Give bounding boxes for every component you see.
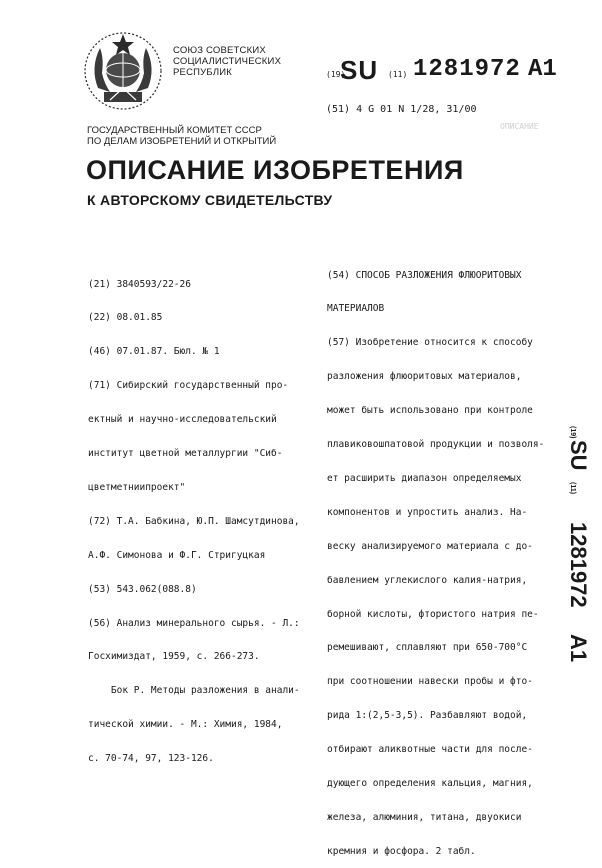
abstract-line: отбирают аликвотные части для после-: [327, 744, 533, 756]
document-title: ОПИСАНИЕ ИЗОБРЕТЕНИЯ: [86, 155, 464, 185]
biblio-line: с. 70-74, 97, 123-126.: [88, 753, 214, 765]
country-org-name: [173, 45, 281, 78]
biblio-line: (46) 07.01.87. Бюл. № 1: [88, 346, 220, 358]
committee-line: ГОСУДАРСТВЕННЫЙ КОМИТЕТ СССР: [87, 125, 262, 136]
bibliographic-data: [88, 256, 320, 776]
org-line: РЕСПУБЛИК: [173, 67, 233, 78]
abstract-line: дующего определения кальция, магния,: [327, 777, 533, 789]
abstract-line: при соотношении навески пробы и фто-: [327, 676, 533, 688]
biblio-line: (21) 3840593/22-26: [88, 278, 191, 290]
biblio-line: А.Ф. Симонова и Ф.Г. Стригуцкая: [88, 549, 266, 561]
committee-name: [87, 125, 276, 147]
committee-line: ПО ДЕЛАМ ИЗОБРЕТЕНИЙ И ОТКРЫТИЙ: [87, 136, 277, 147]
biblio-line: (22) 08.01.85: [88, 312, 163, 324]
biblio-line: (71) Сибирский государственный про-: [88, 380, 289, 392]
abstract-line: (54) СПОСОБ РАЗЛОЖЕНИЯ ФЛЮОРИТОВЫХ: [327, 269, 522, 281]
ussr-emblem-icon: [80, 28, 166, 114]
abstract-line: железа, алюминия, титана, двуокиси: [327, 811, 522, 823]
abstract-line: плавиковошпатовой продукции и позволя-: [327, 439, 545, 451]
org-line: СОЦИАЛИСТИЧЕСКИХ: [173, 56, 282, 67]
vertical-country: SU: [566, 440, 591, 471]
biblio-line: (53) 543.062(088.8): [88, 583, 197, 595]
inid-code-11: (11): [388, 70, 408, 79]
patent-number: 1281972: [413, 56, 521, 83]
vertical-kind: A1: [566, 634, 591, 663]
vertical-code-11: (11): [569, 482, 576, 495]
patent-kind: A1: [528, 56, 557, 83]
abstract-line: веску анализируемого материала с до-: [327, 540, 533, 552]
biblio-line: Госхимиздат, 1959, с. 266-273.: [88, 651, 260, 663]
biblio-line: (56) Анализ минерального сырья. - Л.:: [88, 617, 300, 629]
faint-stamp: ОПИСАНИЕ: [500, 122, 539, 131]
document-subtitle: К АВТОРСКОМУ СВИДЕТЕЛЬСТВУ: [87, 192, 333, 208]
vertical-patent-id: [553, 424, 593, 674]
abstract: [327, 247, 557, 868]
abstract-line: борной кислоты, фтористого натрия пе-: [327, 608, 539, 620]
abstract-line: бавлением углекислого калия-натрия,: [327, 574, 528, 586]
ipc-classification: (51) 4 G 01 N 1/28, 31/00: [326, 104, 477, 115]
biblio-line: ектный и научно-исследовательский: [88, 414, 277, 426]
abstract-line: (57) Изобретение относится к способу: [327, 337, 533, 349]
abstract-line: кремния и фосфора. 2 табл.: [327, 845, 476, 857]
biblio-line: тической химии. - М.: Химия, 1984,: [88, 719, 283, 731]
vertical-code-19: (19): [569, 426, 576, 439]
country-code: SU: [340, 55, 379, 85]
abstract-line: ет расширить диапазон определяемых: [327, 472, 522, 484]
abstract-line: может быть использовано при контроле: [327, 405, 533, 417]
abstract-line: ремешивают, сплавляют при 650-700°С: [327, 642, 528, 654]
abstract-line: разложения флюоритовых материалов,: [327, 371, 522, 383]
biblio-line: цветметниипроект": [88, 481, 186, 493]
biblio-line: Бок Р. Методы разложения в анали-: [88, 685, 300, 697]
biblio-line: (72) Т.А. Бабкина, Ю.П. Шамсутдинова,: [88, 515, 300, 527]
vertical-number: 1281972: [566, 522, 591, 608]
abstract-line: МАТЕРИАЛОВ: [327, 303, 385, 315]
abstract-line: компонентов и упростить анализ. На-: [327, 506, 528, 518]
biblio-line: институт цветной металлургии "Сиб-: [88, 448, 283, 460]
abstract-line: рида 1:(2,5-3,5). Разбавляют водой,: [327, 710, 528, 722]
org-line: СОЮЗ СОВЕТСКИХ: [173, 45, 266, 56]
inid-code-19: (19): [326, 70, 346, 79]
